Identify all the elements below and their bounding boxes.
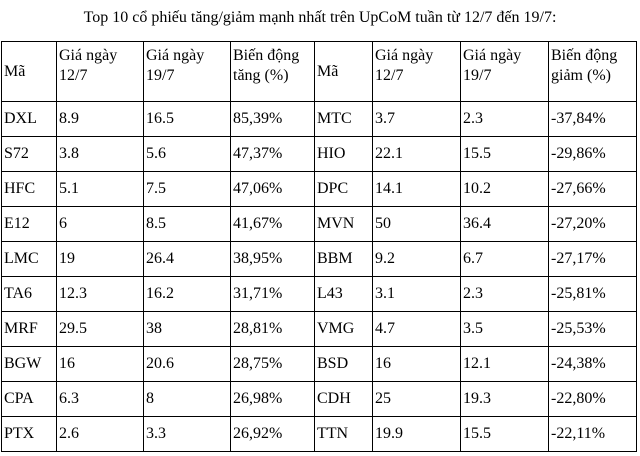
header-price-12-7-down: Giá ngày 12/7 bbox=[373, 42, 461, 102]
up-code-cell: LMC bbox=[2, 242, 57, 277]
header-price-19-7-up: Giá ngày 19/7 bbox=[144, 42, 231, 102]
up-price-19-7-cell: 20.6 bbox=[144, 347, 231, 382]
up-change-cell: 26,92% bbox=[231, 417, 315, 452]
down-price-12-7-cell: 50 bbox=[373, 207, 461, 242]
up-code-cell: TA6 bbox=[2, 277, 57, 312]
up-change-cell: 31,71% bbox=[231, 277, 315, 312]
up-price-12-7-cell: 5.1 bbox=[57, 172, 144, 207]
up-price-12-7-cell: 16 bbox=[57, 347, 144, 382]
header-price-12-7-up: Giá ngày 12/7 bbox=[57, 42, 144, 102]
down-code-cell: TTN bbox=[315, 417, 373, 452]
up-price-12-7-cell: 29.5 bbox=[57, 312, 144, 347]
up-price-19-7-cell: 5.6 bbox=[144, 137, 231, 172]
down-price-19-7-cell: 15.5 bbox=[461, 137, 549, 172]
up-change-cell: 47,06% bbox=[231, 172, 315, 207]
up-price-12-7-cell: 12.3 bbox=[57, 277, 144, 312]
header-ma-down: Mã bbox=[315, 42, 373, 102]
up-price-19-7-cell: 16.5 bbox=[144, 102, 231, 137]
up-change-cell: 28,75% bbox=[231, 347, 315, 382]
up-code-cell: E12 bbox=[2, 207, 57, 242]
table-row bbox=[2, 172, 637, 207]
up-change-cell: 26,98% bbox=[231, 382, 315, 417]
down-code-cell: CDH bbox=[315, 382, 373, 417]
down-code-cell: MTC bbox=[315, 102, 373, 137]
down-change-cell: -24,38% bbox=[549, 347, 637, 382]
table-row bbox=[2, 312, 637, 347]
up-price-12-7-cell: 8.9 bbox=[57, 102, 144, 137]
down-change-cell: -29,86% bbox=[549, 137, 637, 172]
down-price-19-7-cell: 6.7 bbox=[461, 242, 549, 277]
up-change-cell: 85,39% bbox=[231, 102, 315, 137]
up-code-cell: BGW bbox=[2, 347, 57, 382]
up-price-19-7-cell: 38 bbox=[144, 312, 231, 347]
table-row bbox=[2, 102, 637, 137]
down-change-cell: -27,20% bbox=[549, 207, 637, 242]
down-change-cell: -22,11% bbox=[549, 417, 637, 452]
table-row bbox=[2, 277, 637, 312]
table-row bbox=[2, 382, 637, 417]
up-price-19-7-cell: 26.4 bbox=[144, 242, 231, 277]
down-price-19-7-cell: 12.1 bbox=[461, 347, 549, 382]
down-change-cell: -27,17% bbox=[549, 242, 637, 277]
up-price-19-7-cell: 8 bbox=[144, 382, 231, 417]
table-row bbox=[2, 137, 637, 172]
header-change-up: Biến động tăng (%) bbox=[231, 42, 315, 102]
down-price-19-7-cell: 15.5 bbox=[461, 417, 549, 452]
up-change-cell: 38,95% bbox=[231, 242, 315, 277]
up-change-cell: 28,81% bbox=[231, 312, 315, 347]
header-change-down: Biến động giảm (%) bbox=[549, 42, 637, 102]
up-price-19-7-cell: 3.3 bbox=[144, 417, 231, 452]
table-row bbox=[2, 242, 637, 277]
up-price-12-7-cell: 6 bbox=[57, 207, 144, 242]
down-code-cell: VMG bbox=[315, 312, 373, 347]
down-code-cell: HIO bbox=[315, 137, 373, 172]
header-row bbox=[2, 42, 637, 102]
down-price-19-7-cell: 3.5 bbox=[461, 312, 549, 347]
table-row bbox=[2, 207, 637, 242]
down-code-cell: L43 bbox=[315, 277, 373, 312]
up-code-cell: HFC bbox=[2, 172, 57, 207]
down-price-19-7-cell: 19.3 bbox=[461, 382, 549, 417]
up-price-12-7-cell: 3.8 bbox=[57, 137, 144, 172]
down-price-12-7-cell: 9.2 bbox=[373, 242, 461, 277]
up-code-cell: S72 bbox=[2, 137, 57, 172]
down-code-cell: MVN bbox=[315, 207, 373, 242]
up-price-12-7-cell: 2.6 bbox=[57, 417, 144, 452]
down-change-cell: -27,66% bbox=[549, 172, 637, 207]
down-code-cell: BBM bbox=[315, 242, 373, 277]
down-price-19-7-cell: 2.3 bbox=[461, 277, 549, 312]
table-caption: Top 10 cổ phiếu tăng/giảm mạnh nhất trên UpCoM tuần từ 12/7 đến 19/7: bbox=[83, 9, 557, 26]
down-change-cell: -25,53% bbox=[549, 312, 637, 347]
down-price-12-7-cell: 22.1 bbox=[373, 137, 461, 172]
up-code-cell: PTX bbox=[2, 417, 57, 452]
down-change-cell: -25,81% bbox=[549, 277, 637, 312]
down-change-cell: -22,80% bbox=[549, 382, 637, 417]
up-price-19-7-cell: 8.5 bbox=[144, 207, 231, 242]
down-change-cell: -37,84% bbox=[549, 102, 637, 137]
down-code-cell: BSD bbox=[315, 347, 373, 382]
stock-table bbox=[1, 41, 637, 452]
up-price-12-7-cell: 19 bbox=[57, 242, 144, 277]
up-code-cell: MRF bbox=[2, 312, 57, 347]
table-row bbox=[2, 347, 637, 382]
down-code-cell: DPC bbox=[315, 172, 373, 207]
up-code-cell: DXL bbox=[2, 102, 57, 137]
down-price-12-7-cell: 4.7 bbox=[373, 312, 461, 347]
table-body bbox=[2, 42, 637, 452]
down-price-19-7-cell: 36.4 bbox=[461, 207, 549, 242]
down-price-12-7-cell: 14.1 bbox=[373, 172, 461, 207]
down-price-12-7-cell: 16 bbox=[373, 347, 461, 382]
down-price-12-7-cell: 19.9 bbox=[373, 417, 461, 452]
down-price-12-7-cell: 3.1 bbox=[373, 277, 461, 312]
up-change-cell: 47,37% bbox=[231, 137, 315, 172]
down-price-12-7-cell: 3.7 bbox=[373, 102, 461, 137]
header-ma-up: Mã bbox=[2, 42, 57, 102]
down-price-19-7-cell: 10.2 bbox=[461, 172, 549, 207]
table-row bbox=[2, 417, 637, 452]
down-price-19-7-cell: 2.3 bbox=[461, 102, 549, 137]
header-price-19-7-down: Giá ngày 19/7 bbox=[461, 42, 549, 102]
down-price-12-7-cell: 25 bbox=[373, 382, 461, 417]
up-price-19-7-cell: 7.5 bbox=[144, 172, 231, 207]
up-price-12-7-cell: 6.3 bbox=[57, 382, 144, 417]
up-code-cell: CPA bbox=[2, 382, 57, 417]
up-change-cell: 41,67% bbox=[231, 207, 315, 242]
up-price-19-7-cell: 16.2 bbox=[144, 277, 231, 312]
